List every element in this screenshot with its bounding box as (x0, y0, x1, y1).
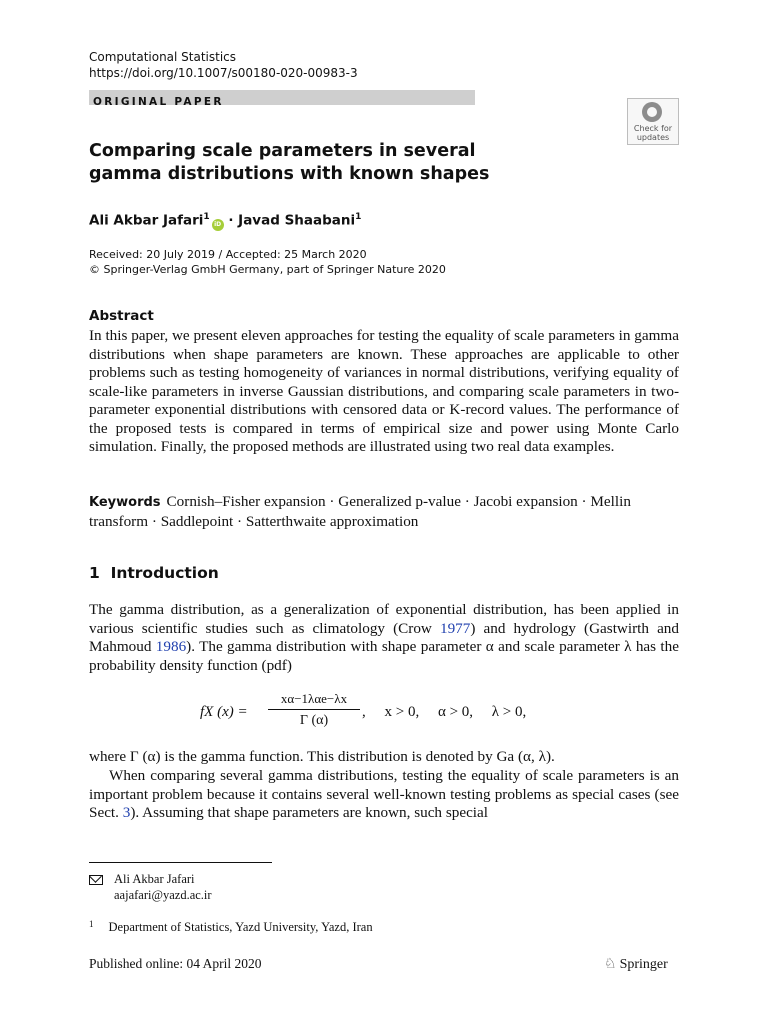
intro-paragraph (89, 767, 679, 823)
article-type-bar (89, 90, 475, 108)
abstract-text: In this paper, we present eleven approaches for testing the equality of scale parameters in gamma distributions when shape parameters are known. These approaches are applicable to other problems such as testing homogeneity of variances in normal distributions, verifying equality of scale-like parameters in inverse Gaussian distributions, and comparing scale parameters in two-parameter exponential distributions with censored data or K-record values. The performance of the proposed tests is compared in terms of empirical size and power using Monte Carlo simulation. Finally, the proposed methods are illustrated using two real data examples. (89, 327, 679, 455)
intro-paragraph (89, 601, 679, 675)
citation-link[interactable]: 1986 (155, 638, 187, 655)
text-run: ) and hydrology (Gastwirth and Mahmoud (89, 619, 679, 655)
journal-name: Computational Statistics (89, 50, 237, 64)
text-run: When comparing several gamma distributions, testing the equality of scale parameters is an important problem because it contains several well-known testing problems as special cases (see Sect. (89, 767, 679, 821)
corresponding-author-footnote (89, 871, 212, 903)
corresponding-author-email[interactable]: aajafari@yazd.ac.ir (114, 888, 212, 902)
affiliation-number: 1 (89, 919, 94, 929)
section-link[interactable]: 3 (122, 804, 131, 821)
author-name: Ali Akbar Jafari (89, 212, 204, 229)
doi-link[interactable]: https://doi.org/10.1007/s00180-020-00983-3 (89, 66, 358, 80)
keywords (89, 493, 679, 531)
equation-denominator: Γ (α) (299, 713, 329, 728)
paper-title: Comparing scale parameters in several gamma distributions with known shapes (89, 141, 490, 184)
footnote-rule (89, 862, 272, 863)
publisher-name: Springer (619, 957, 668, 972)
received-accepted: Received: 20 July 2019 / Accepted: 25 March 2020 (89, 248, 367, 261)
citation-link[interactable]: 1977 (439, 619, 471, 637)
keywords-heading: Keywords (89, 495, 161, 510)
author-name: Javad Shaabani (238, 212, 356, 229)
fraction-bar (268, 709, 360, 710)
equation-lhs: fX (x) = (200, 704, 248, 720)
crossmark-icon (642, 102, 662, 122)
badge-text-line2: updates (636, 133, 670, 142)
affiliation-footnote (89, 916, 373, 935)
text-run: The gamma distribution, as a generalization of exponential distribution, has been applied in various scientific studies such as climatology (Crow (89, 601, 679, 637)
keywords-list: Cornish–Fisher expansion · Generalized p-value · Jacobi expansion · Mellin transform · Saddlepoint · Satterthwaite approximation (89, 493, 631, 530)
text-run: ). Assuming that shape parameters are known, such special (130, 804, 488, 821)
intro-paragraph: where Γ (α) is the gamma function. This distribution is denoted by Ga (α, λ). (89, 748, 555, 765)
journal-header (89, 49, 358, 81)
publisher-logo (604, 956, 668, 973)
article-dates (89, 247, 446, 277)
published-online: Published online: 04 April 2020 (89, 956, 262, 971)
abstract-heading: Abstract (89, 308, 154, 324)
gamma-pdf-equation (200, 690, 580, 734)
copyright-line: © Springer-Verlag GmbH Germany, part of Springer Nature 2020 (89, 263, 446, 276)
equation-conditions: , x > 0, α > 0, λ > 0, (362, 704, 527, 720)
section-heading: 1 Introduction (89, 564, 219, 582)
orcid-icon[interactable]: iD (212, 219, 224, 231)
text-run: ). The gamma distribution with shape parameter α and scale parameter λ has the probability density function (pdf) (89, 638, 679, 674)
badge-text-line1: Check for (633, 124, 673, 133)
equation-fraction (268, 690, 360, 729)
check-for-updates-badge[interactable] (627, 98, 679, 145)
article-type-label: ORIGINAL PAPER (93, 96, 224, 108)
author-affiliation-mark: 1 (203, 212, 210, 222)
author-list (89, 207, 361, 231)
equation-numerator: xα−1λαe−λx (280, 691, 348, 706)
author-affiliation-mark: 1 (355, 212, 362, 222)
envelope-icon (89, 875, 103, 885)
springer-horse-icon: ♘ (604, 957, 617, 972)
affiliation-text: Department of Statistics, Yazd University, Yazd, Iran (108, 920, 373, 934)
author-separator: · (223, 212, 239, 229)
corresponding-author-name: Ali Akbar Jafari (114, 872, 195, 886)
